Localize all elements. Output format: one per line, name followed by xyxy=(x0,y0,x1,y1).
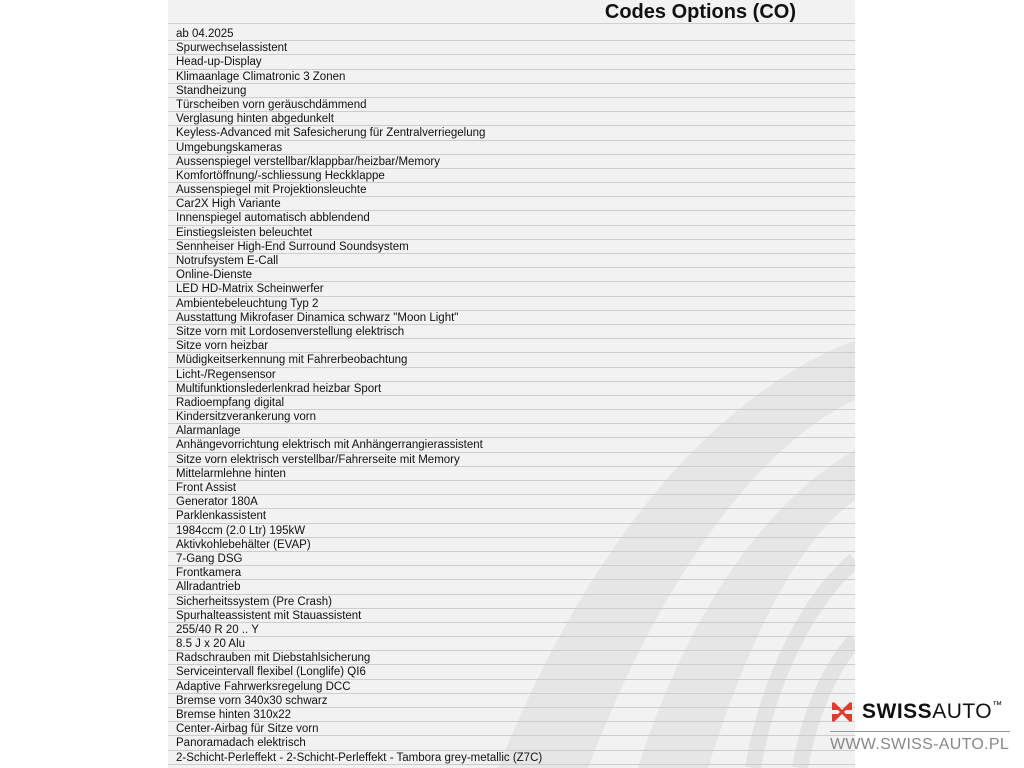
option-row: Sennheiser High-End Surround Soundsystem xyxy=(168,240,855,254)
option-row: Front Assist xyxy=(168,481,855,495)
logo-brand-bold: SWISS xyxy=(862,700,933,723)
options-list xyxy=(168,27,855,765)
option-row: Licht-/Regensensor xyxy=(168,368,855,382)
option-row: Müdigkeitserkennung mit Fahrerbeobachtung xyxy=(168,353,855,367)
option-row: Frontkamera xyxy=(168,566,855,580)
option-row: 7-Gang DSG xyxy=(168,552,855,566)
option-row: Car2X High Variante xyxy=(168,197,855,211)
option-row: Mittelarmlehne hinten xyxy=(168,467,855,481)
option-row: Komfortöffnung/-schliessung Heckklappe xyxy=(168,169,855,183)
option-row: Türscheiben vorn geräuschdämmend xyxy=(168,98,855,112)
option-row: Sitze vorn heizbar xyxy=(168,339,855,353)
logo-wordmark xyxy=(830,698,1002,726)
option-row: 255/40 R 20 .. Y xyxy=(168,623,855,637)
title-divider xyxy=(168,23,855,24)
option-row: Klimaanlage Climatronic 3 Zonen xyxy=(168,70,855,84)
swiss-cross-logo-icon xyxy=(830,700,854,724)
option-row: 1984ccm (2.0 Ltr) 195kW xyxy=(168,524,855,538)
option-row: Einstiegsleisten beleuchtet xyxy=(168,226,855,240)
option-row: Sitze vorn elektrisch verstellbar/Fahrerseite mit Memory xyxy=(168,453,855,467)
option-row: Bremse vorn 340x30 schwarz xyxy=(168,694,855,708)
option-row: Ausstattung Mikrofaser Dinamica schwarz "Moon Light" xyxy=(168,311,855,325)
option-row: 2-Schicht-Perleffekt - 2-Schicht-Perleffekt - Tambora grey-metallic (Z7C) xyxy=(168,751,855,765)
option-row: Bremse hinten 310x22 xyxy=(168,708,855,722)
option-row: Spurhalteassistent mit Stauassistent xyxy=(168,609,855,623)
option-row: LED HD-Matrix Scheinwerfer xyxy=(168,282,855,296)
option-row: Allradantrieb xyxy=(168,580,855,594)
option-row: Kindersitzverankerung vorn xyxy=(168,410,855,424)
option-row: Aussenspiegel mit Projektionsleuchte xyxy=(168,183,855,197)
option-row: Aktivkohlebehälter (EVAP) xyxy=(168,538,855,552)
option-row: Parklenkassistent xyxy=(168,509,855,523)
option-row: Umgebungskameras xyxy=(168,141,855,155)
option-row: Aussenspiegel verstellbar/klappbar/heizbar/Memory xyxy=(168,155,855,169)
option-row: Ambientebeleuchtung Typ 2 xyxy=(168,297,855,311)
logo-brand-light: AUTO xyxy=(932,700,993,723)
option-row: Center-Airbag für Sitze vorn xyxy=(168,722,855,736)
option-row: Innenspiegel automatisch abblendend xyxy=(168,211,855,225)
option-row: Generator 180A xyxy=(168,495,855,509)
option-row: Anhängevorrichtung elektrisch mit Anhängerrangierassistent xyxy=(168,438,855,452)
option-row: Alarmanlage xyxy=(168,424,855,438)
swiss-auto-logo xyxy=(830,698,1014,768)
option-row: Radschrauben mit Diebstahlsicherung xyxy=(168,651,855,665)
option-row: Verglasung hinten abgedunkelt xyxy=(168,112,855,126)
page-title: Codes Options (CO) xyxy=(604,1,796,23)
option-row: Serviceintervall flexibel (Longlife) QI6 xyxy=(168,665,855,679)
option-row: Standheizung xyxy=(168,84,855,98)
option-row: Adaptive Fahrwerksregelung DCC xyxy=(168,680,855,694)
logo-divider xyxy=(830,731,1010,732)
option-row: Spurwechselassistent xyxy=(168,41,855,55)
option-row: ab 04.2025 xyxy=(168,27,855,41)
option-row: Notrufsystem E-Call xyxy=(168,254,855,268)
option-row: Radioempfang digital xyxy=(168,396,855,410)
website-url: WWW.SWISS-AUTO.PL xyxy=(830,736,1010,753)
option-row: Head-up-Display xyxy=(168,55,855,69)
option-row: 8.5 J x 20 Alu xyxy=(168,637,855,651)
option-row: Keyless-Advanced mit Safesicherung für Zentralverriegelung xyxy=(168,126,855,140)
option-row: Online-Dienste xyxy=(168,268,855,282)
option-row: Sicherheitssystem (Pre Crash) xyxy=(168,595,855,609)
options-sheet xyxy=(168,0,855,768)
option-row: Multifunktionslederlenkrad heizbar Sport xyxy=(168,382,855,396)
logo-trademark: ™ xyxy=(992,700,1003,711)
option-row: Panoramadach elektrisch xyxy=(168,736,855,750)
option-row: Sitze vorn mit Lordosenverstellung elektrisch xyxy=(168,325,855,339)
